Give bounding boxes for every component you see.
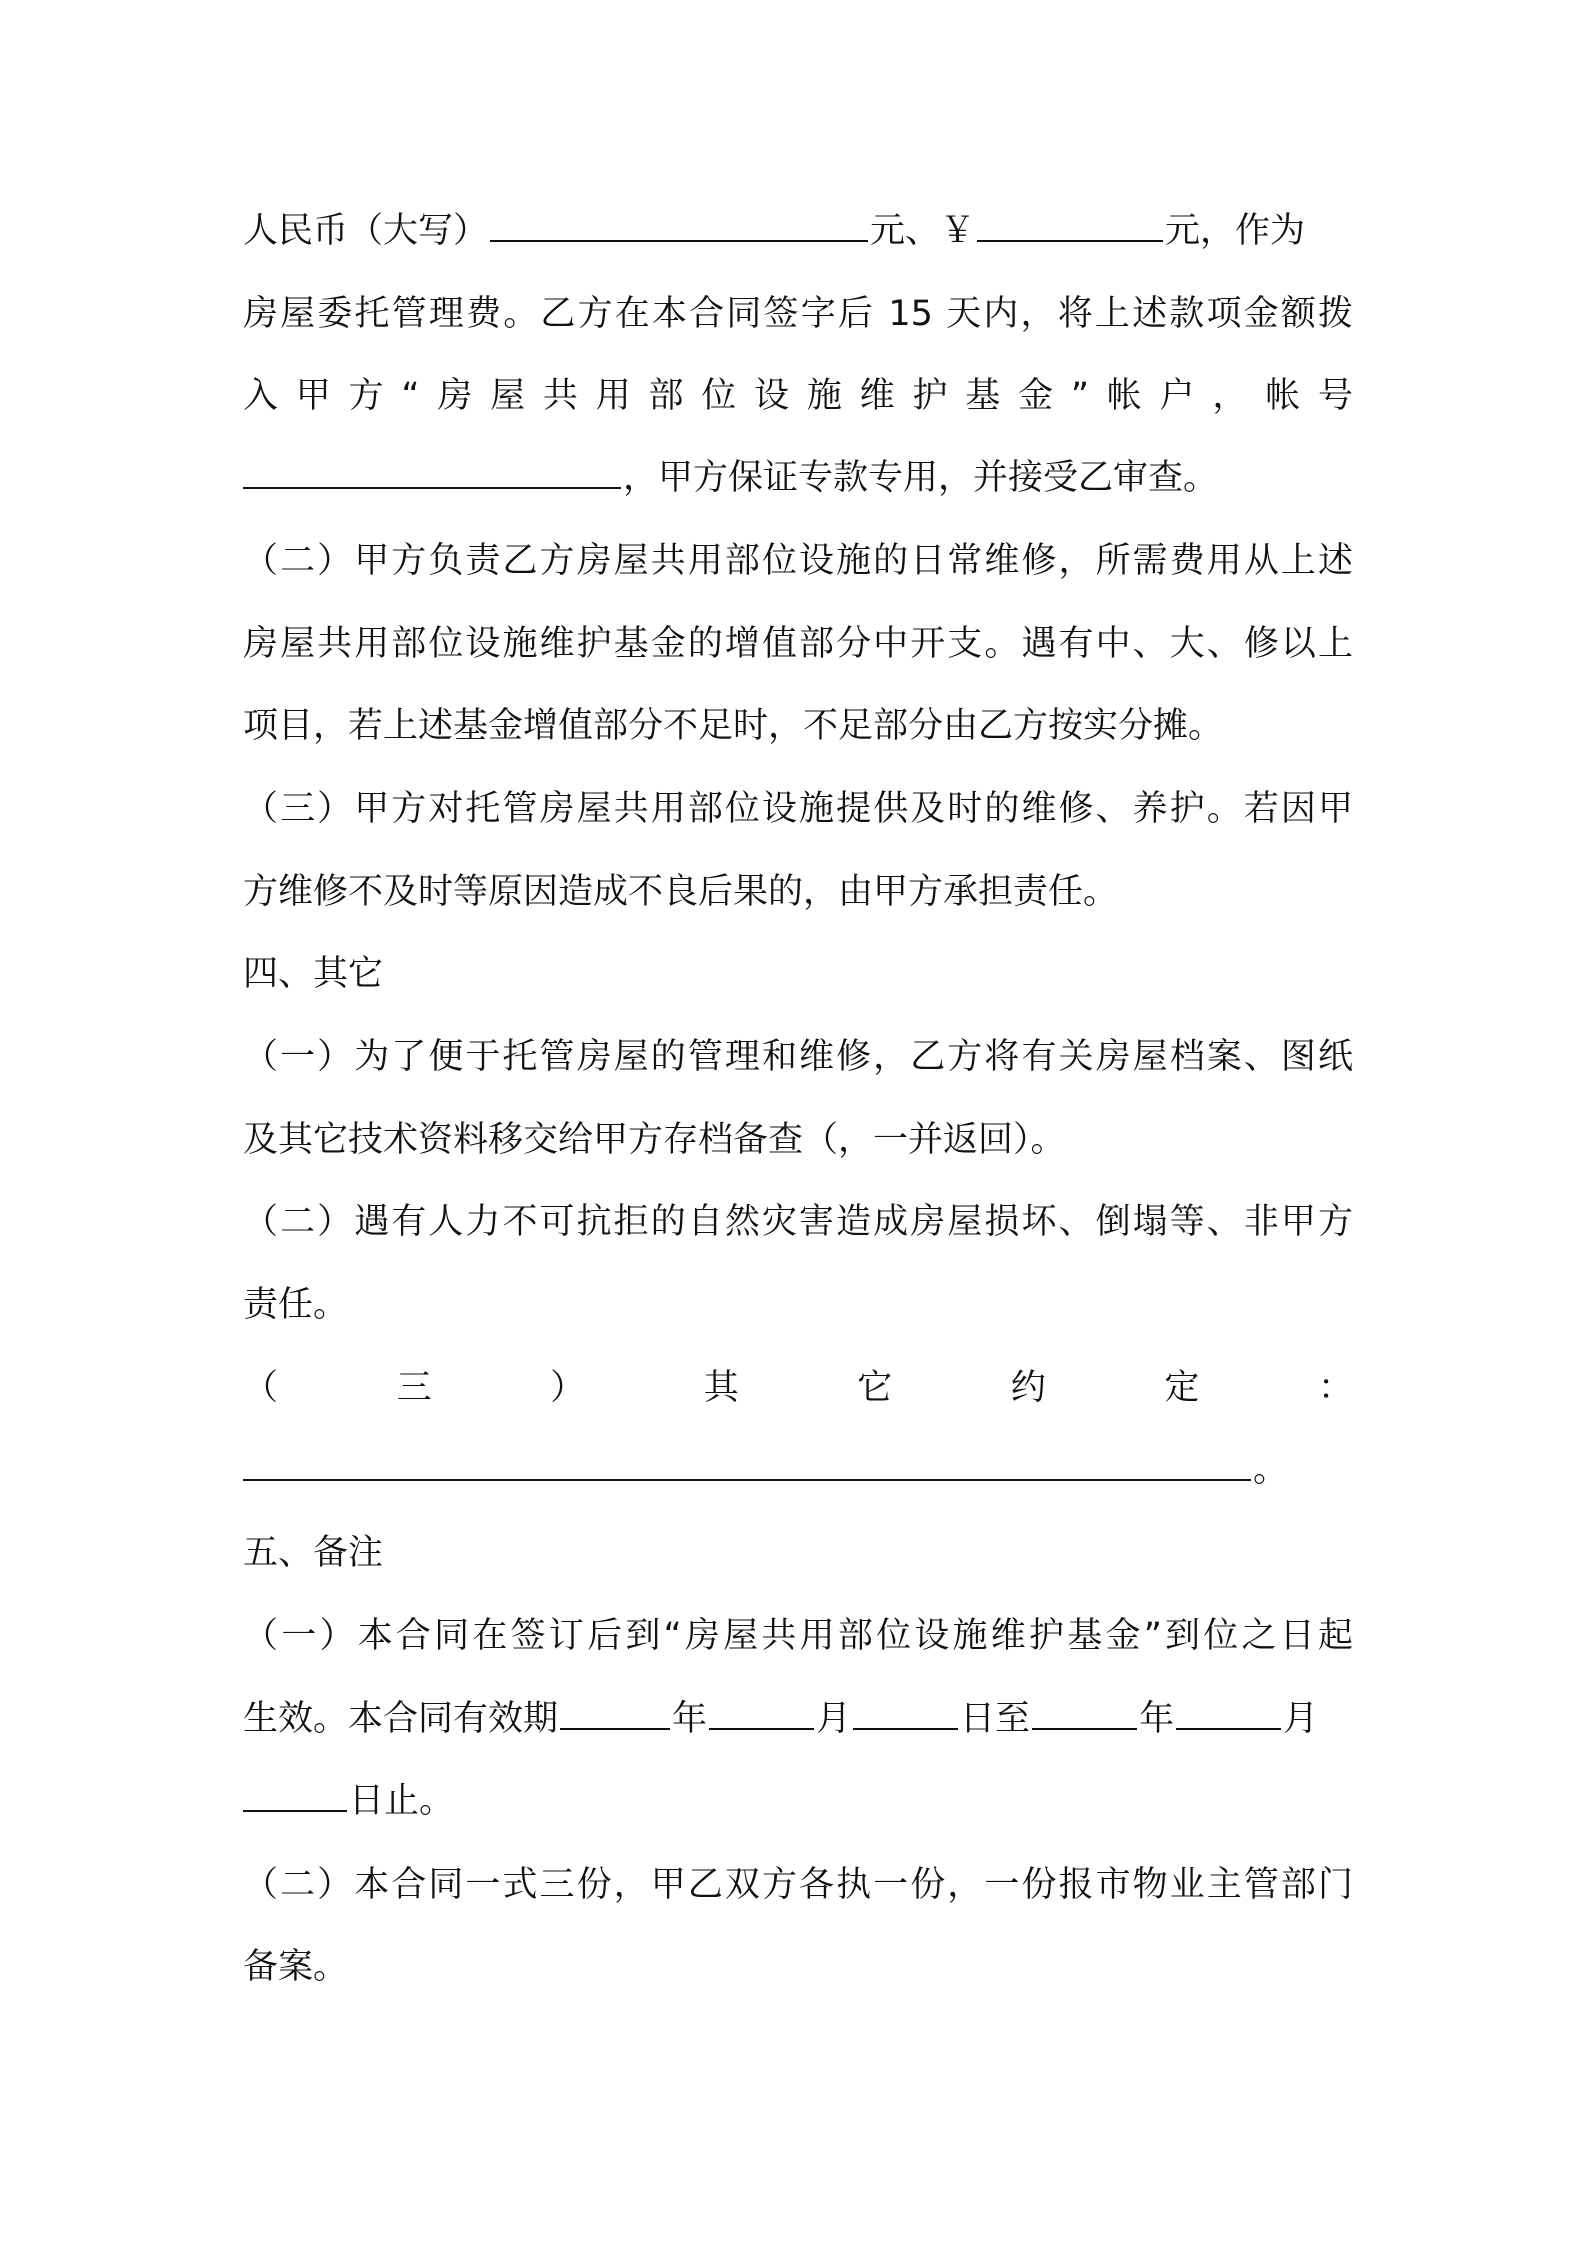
- section5-p1-line1: （一）本合同在签订后到“房屋共用部位设施维护基金”到位之日起: [243, 1616, 1353, 1656]
- text: 元、￥: [870, 211, 976, 251]
- section4-heading: 四、其它: [243, 954, 384, 994]
- para1-line4: [243, 448, 1353, 508]
- para1-line2: 房屋委托管理费。乙方在本合同签字后 15 天内，将上述款项金额拨: [243, 294, 1353, 334]
- section4-p2-line2: 责任。: [243, 1285, 349, 1325]
- spread-char: 它: [857, 1368, 893, 1408]
- para1-line3: 入甲方“房屋共用部位设施维护基金”帐户，帐号: [243, 376, 1353, 416]
- text: 。: [1253, 1450, 1289, 1490]
- text: 人民币（大写）: [243, 211, 489, 251]
- section5-heading: 五、备注: [243, 1533, 384, 1573]
- text: 年: [672, 1699, 708, 1739]
- text: 日至: [960, 1699, 1031, 1739]
- blank-end-month: [1176, 1692, 1281, 1730]
- para2-line3: 项目，若上述基金增值部分不足时，不足部分由乙方按实分摊。: [243, 706, 1224, 746]
- blank-end-year: [1032, 1692, 1137, 1730]
- spread-char: 定: [1164, 1368, 1200, 1408]
- section5-p1-line3: [243, 1771, 1353, 1831]
- blank-start-month: [709, 1692, 814, 1730]
- section4-p3-line2: [243, 1440, 1353, 1500]
- section4-p1-line2: 及其它技术资料移交给甲方存档备查（，一并返回）。: [243, 1120, 1066, 1160]
- section4-p3-line1: [243, 1358, 1353, 1418]
- text: 元，作为: [1165, 211, 1306, 251]
- text: 月: [816, 1699, 852, 1739]
- blank-start-year: [560, 1692, 670, 1730]
- section5-p1-line2: [243, 1689, 1353, 1749]
- para3-line1: （三）甲方对托管房屋共用部位设施提供及时的维修、养护。若因甲: [243, 789, 1353, 829]
- section4-p2-line1: （二）遇有人力不可抗拒的自然灾害造成房屋损坏、倒塌等、非甲方: [243, 1202, 1353, 1242]
- text: 月: [1283, 1699, 1319, 1739]
- spread-char: （: [243, 1368, 279, 1408]
- blank-amount-number: [977, 204, 1163, 242]
- section4-p1-line1: （一）为了便于托管房屋的管理和维修，乙方将有关房屋档案、图纸: [243, 1037, 1353, 1077]
- spread-char: 三: [396, 1368, 432, 1408]
- blank-end-day: [243, 1774, 347, 1812]
- spread-char: ：: [1317, 1368, 1353, 1408]
- spread-char: ）: [550, 1368, 586, 1408]
- section5-p2-line1: （二）本合同一式三份，甲乙双方各执一份，一份报市物业主管部门: [243, 1865, 1353, 1905]
- text: 日止。: [349, 1781, 455, 1821]
- section5-p2-line2: 备案。: [243, 1947, 349, 1987]
- blank-account-number: [243, 451, 621, 489]
- spread-char: 约: [1010, 1368, 1046, 1408]
- text: 生效。本合同有效期: [243, 1699, 559, 1739]
- text: 年: [1139, 1699, 1175, 1739]
- para3-line2: 方维修不及时等原因造成不良后果的，由甲方承担责任。: [243, 872, 1119, 912]
- para2-line1: （二）甲方负责乙方房屋共用部位设施的日常维修，所需费用从上述: [243, 541, 1353, 581]
- spread-char: 其: [703, 1368, 739, 1408]
- text: ，甲方保证专款专用，并接受乙审查。: [623, 458, 1219, 498]
- para1-line1: [243, 201, 1353, 261]
- blank-start-day: [853, 1692, 958, 1730]
- para2-line2: 房屋共用部位设施维护基金的增值部分中开支。遇有中、大、修以上: [243, 624, 1353, 664]
- blank-other-agreement: [243, 1443, 1251, 1481]
- blank-amount-capital: [490, 204, 868, 242]
